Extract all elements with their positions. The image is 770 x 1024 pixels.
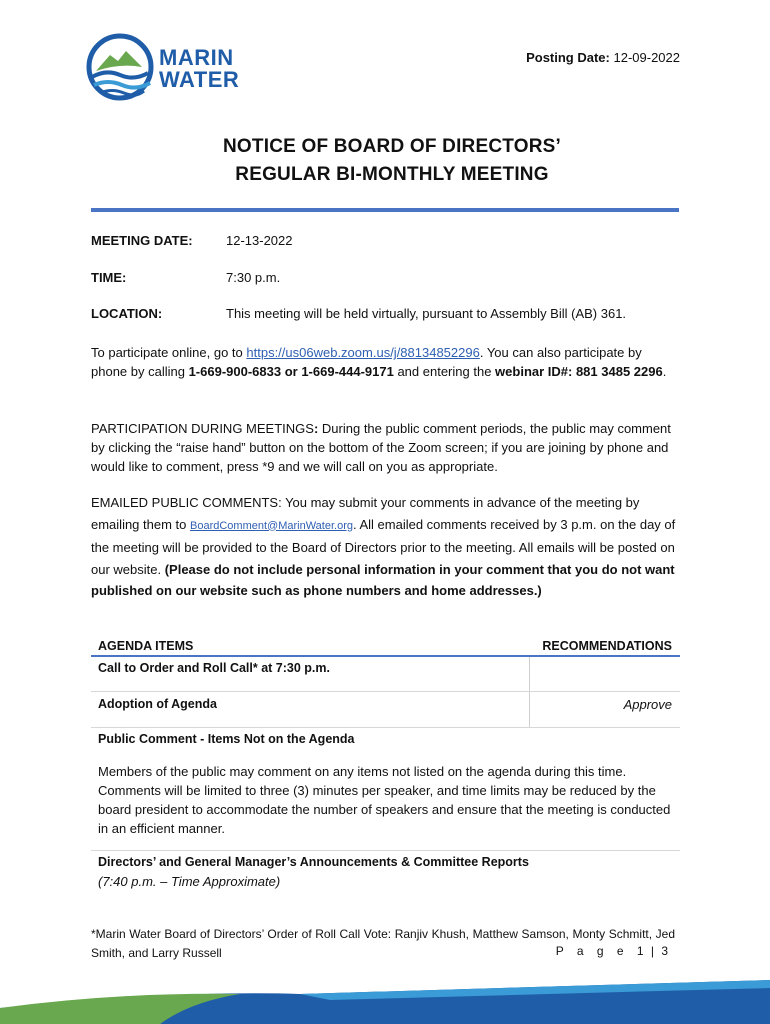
phone-numbers: 1-669-900-6833 or 1-669-444-9171 [188, 364, 394, 379]
page-number [556, 944, 670, 958]
logo-text-water: WATER [159, 67, 240, 92]
recommendations-header: RECOMMENDATIONS [542, 639, 672, 653]
notice-title-line1: NOTICE OF BOARD OF DIRECTORS’ [223, 136, 561, 157]
marin-water-logo [86, 33, 246, 105]
agenda-header-divider [91, 655, 680, 657]
agenda-item-title: Call to Order and Roll Call* at 7:30 p.m. [98, 661, 330, 675]
during-meetings-colon: : [313, 421, 319, 436]
participate-online-paragraph [91, 343, 681, 381]
agenda-item-recommendation: Approve [623, 697, 672, 712]
meeting-date-label: MEETING DATE: [91, 233, 193, 248]
participate-text: . You can also participate by phone by calling [91, 345, 642, 379]
logo-mark-icon [86, 33, 158, 105]
location-label: LOCATION: [91, 306, 163, 321]
roll-call-footnote-text: *Marin Water Board of Directors’ Order of Roll Call Vote: Ranjiv Khush, Matthew Samson, Monty Schmitt, Jed Smith, and Larry Russell [91, 927, 675, 960]
notice-title-line2: REGULAR BI-MONTHLY MEETING [235, 164, 549, 185]
participation-during-meetings-paragraph [91, 419, 681, 476]
posting-date-label: Posting Date: [526, 50, 610, 65]
title-divider [91, 208, 679, 212]
posting-date-value: 12-09-2022 [613, 50, 680, 65]
time-value: 7:30 p.m. [226, 270, 281, 285]
agenda-items-header: AGENDA ITEMS [98, 639, 194, 653]
emailed-text: . All emailed comments received by 3 p.m. on the day of the meeting will be provided to the Board of Directors prior to the meeting. All emails will be posted on our website. [91, 516, 676, 577]
agenda-item-title: Adoption of Agenda [98, 697, 217, 711]
board-comment-email-link[interactable]: BoardComment@MarinWater.org [190, 519, 353, 532]
agenda-item-time: (7:40 p.m. – Time Approximate) [98, 874, 281, 889]
participate-text: To participate online, go to [91, 345, 247, 360]
agenda-row-divider [91, 691, 680, 692]
page-label: P a g e [555, 944, 629, 958]
agenda-row-divider [91, 727, 680, 728]
agenda-item-description: Members of the public may comment on any items not listed on the agenda during this time. Comments will be limited to three (3) minutes per speaker, and time limits may be reduced by the board president to accommodate the number of speakers and ensure that the meeting is conducted in an efficient manner. [98, 764, 671, 836]
participate-text: . [662, 364, 667, 379]
agenda-row-divider [91, 850, 680, 851]
footer-wave-decoration [0, 978, 770, 1024]
time-label: TIME: [91, 270, 127, 285]
posting-date [526, 50, 680, 65]
recommendation-column-divider [529, 657, 530, 727]
agenda-item-title: Public Comment - Items Not on the Agenda [98, 732, 355, 746]
during-meetings-label: PARTICIPATION DURING MEETINGS [91, 421, 314, 436]
zoom-link[interactable]: https://us06web.zoom.us/j/88134852296 [246, 345, 480, 360]
agenda-item-title: Directors’ and General Manager’s Announcements & Committee Reports [98, 855, 529, 869]
page-number-value: 1 | 3 [636, 944, 670, 958]
emailed-comments-paragraph [91, 492, 681, 602]
emailed-text: EMAILED PUBLIC COMMENTS: You may submit your comments in advance of the meeting by emailing them to [91, 495, 640, 532]
logo-text-marin: MARIN [159, 45, 234, 70]
participate-text: and entering the [393, 364, 496, 379]
during-meetings-text: During the public comment periods, the public may comment by clicking the “raise hand” button on the bottom of the Zoom screen; if you are joining by phone and would like to comment, press *9 and we will call on you as appropriate. [91, 421, 671, 474]
webinar-id: webinar ID#: 881 3485 2296 [495, 364, 663, 379]
location-value: This meeting will be held virtually, pursuant to Assembly Bill (AB) 361. [226, 306, 627, 321]
emailed-privacy-note: (Please do not include personal information in your comment that you do not want published on our website such as phone numbers and home addresses.) [91, 561, 675, 598]
meeting-date-value: 12-13-2022 [226, 233, 293, 248]
